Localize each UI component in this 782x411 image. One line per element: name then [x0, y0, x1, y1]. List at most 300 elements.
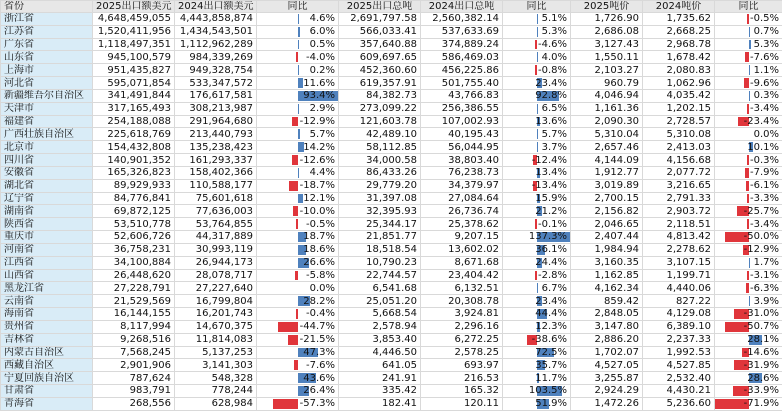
yoy-value: 0.0%: [753, 128, 779, 140]
cell-tons-yoy: [503, 192, 571, 205]
yoy-value: 15.9%: [535, 193, 567, 204]
cell-value-yoy: [257, 231, 339, 244]
cell-price-per-ton-2025: 1,984.94: [571, 243, 643, 256]
cell-tons-yoy: [503, 385, 571, 398]
yoy-value: 103.5%: [528, 385, 567, 397]
cell-export-tons-2025: 357,640.88: [339, 38, 421, 51]
cell-export-tons-2024: 9,207.15: [421, 231, 503, 244]
cell-export-value-2024: 16,799,804: [175, 295, 257, 308]
cell-export-value-2024: 5,137,253: [175, 346, 257, 359]
cell-export-value-2024: 110,588,177: [175, 179, 257, 192]
cell-export-tons-2024: 256,386.55: [421, 102, 503, 115]
cell-price-per-ton-2025: 2,657.46: [571, 141, 643, 154]
cell-province: 辽宁省: [1, 192, 93, 205]
cell-export-value-2025: 787,624: [93, 372, 175, 385]
yoy-value: 43.6%: [303, 372, 335, 384]
cell-price-per-ton-2025: 3,160.35: [571, 256, 643, 269]
cell-price-per-ton-2024: 2,903.72: [643, 205, 715, 218]
yoy-value: -5.8%: [305, 269, 335, 281]
cell-price-per-ton-2025: 4,046.94: [571, 89, 643, 102]
cell-export-tons-2025: 4,446.50: [339, 346, 421, 359]
cell-export-value-2024: 30,993,119: [175, 243, 257, 256]
cell-province: 天津市: [1, 102, 93, 115]
cell-export-tons-2025: 241.91: [339, 372, 421, 385]
cell-export-value-2024: 77,636,003: [175, 205, 257, 218]
cell-value-yoy: [257, 166, 339, 179]
yoy-value: 5.1%: [541, 13, 567, 25]
cell-value-yoy: [257, 179, 339, 192]
cell-export-tons-2025: 335.42: [339, 385, 421, 398]
yoy-value: -12.4%: [531, 154, 567, 166]
header-value-yoy: 同比: [257, 1, 339, 13]
yoy-value: 47.3%: [303, 346, 335, 358]
cell-province: 贵州省: [1, 320, 93, 333]
table-row: [1, 269, 782, 282]
cell-price-yoy: [715, 282, 782, 295]
cell-province: 上海市: [1, 64, 93, 77]
cell-price-per-ton-2024: 4,813.42: [643, 231, 715, 244]
cell-export-tons-2025: 10,790.23: [339, 256, 421, 269]
cell-price-per-ton-2024: 827.22: [643, 295, 715, 308]
cell-province: 江西省: [1, 256, 93, 269]
cell-export-tons-2025: 42,489.10: [339, 128, 421, 141]
yoy-value: -0.5%: [305, 218, 335, 230]
yoy-value: 3.7%: [541, 141, 567, 153]
cell-export-tons-2025: 566,033.41: [339, 25, 421, 38]
cell-export-tons-2024: 2,578.25: [421, 346, 503, 359]
cell-price-per-ton-2025: 3,255.87: [571, 372, 643, 385]
cell-price-yoy: [715, 102, 782, 115]
cell-export-value-2025: 254,188,088: [93, 115, 175, 128]
cell-province: 湖北省: [1, 179, 93, 192]
yoy-value: -57.3%: [299, 398, 335, 410]
cell-export-tons-2025: 84,382.73: [339, 89, 421, 102]
cell-price-yoy: [715, 256, 782, 269]
yoy-value: -31.0%: [743, 308, 779, 320]
cell-export-value-2025: 7,568,245: [93, 346, 175, 359]
cell-province: 宁夏回族自治区: [1, 372, 93, 385]
cell-export-value-2025: 16,144,155: [93, 308, 175, 321]
yoy-value: 6.0%: [309, 26, 335, 38]
cell-value-yoy: [257, 192, 339, 205]
table-row: [1, 282, 782, 295]
yoy-value: -50.7%: [743, 321, 779, 333]
cell-export-value-2024: 27,227,640: [175, 282, 257, 295]
cell-price-yoy: [715, 385, 782, 398]
cell-export-tons-2025: 31,397.08: [339, 192, 421, 205]
yoy-value: 0.0%: [309, 282, 335, 294]
cell-value-yoy: [257, 295, 339, 308]
cell-export-tons-2025: 2,691,797.58: [339, 13, 421, 26]
yoy-value: -0.8%: [537, 64, 567, 76]
table-row: [1, 102, 782, 115]
header-export-value-2025: 2025出口额美元: [93, 1, 175, 13]
cell-export-tons-2025: 58,112.85: [339, 141, 421, 154]
cell-price-yoy: [715, 333, 782, 346]
cell-tons-yoy: [503, 89, 571, 102]
cell-price-per-ton-2025: 2,924.29: [571, 385, 643, 398]
cell-price-per-ton-2024: 4,430.21: [643, 385, 715, 398]
cell-price-yoy: [715, 128, 782, 141]
cell-price-yoy: [715, 205, 782, 218]
yoy-value: 12.1%: [303, 193, 335, 204]
cell-province: 海南省: [1, 308, 93, 321]
cell-price-per-ton-2024: 1,062.96: [643, 77, 715, 90]
cell-export-value-2025: 341,491,844: [93, 89, 175, 102]
cell-value-yoy: [257, 243, 339, 256]
yoy-value: -12.6%: [299, 154, 335, 166]
table-row: [1, 295, 782, 308]
cell-export-tons-2024: 165.32: [421, 385, 503, 398]
yoy-value: 28.1%: [747, 334, 779, 346]
yoy-value: -0.5%: [749, 13, 779, 25]
yoy-value: 44.4%: [535, 308, 567, 320]
cell-export-value-2024: 26,944,173: [175, 256, 257, 269]
cell-tons-yoy: [503, 256, 571, 269]
cell-export-tons-2024: 26,736.74: [421, 205, 503, 218]
cell-price-per-ton-2024: 2,791.33: [643, 192, 715, 205]
cell-price-per-ton-2024: 4,527.85: [643, 359, 715, 372]
cell-price-yoy: [715, 346, 782, 359]
yoy-value: -0.1%: [537, 218, 567, 230]
cell-tons-yoy: [503, 154, 571, 167]
yoy-value: -6.3%: [749, 282, 779, 294]
cell-export-value-2025: 26,448,620: [93, 269, 175, 282]
cell-value-yoy: [257, 308, 339, 321]
cell-export-tons-2025: 18,518.54: [339, 243, 421, 256]
cell-tons-yoy: [503, 179, 571, 192]
cell-province: 山东省: [1, 51, 93, 64]
table-row: [1, 25, 782, 38]
yoy-value: 5.3%: [753, 39, 779, 51]
cell-export-value-2025: 36,758,231: [93, 243, 175, 256]
yoy-value: 92.8%: [535, 90, 567, 102]
cell-province: 江苏省: [1, 25, 93, 38]
yoy-value: 0.7%: [753, 26, 779, 38]
cell-tons-yoy: [503, 13, 571, 26]
table-row: [1, 320, 782, 333]
cell-price-per-ton-2024: 5,236.60: [643, 397, 715, 410]
cell-export-value-2025: 165,326,823: [93, 166, 175, 179]
cell-price-per-ton-2025: 859.42: [571, 295, 643, 308]
table-row: [1, 115, 782, 128]
table-row: [1, 218, 782, 231]
cell-export-value-2025: 2,901,906: [93, 359, 175, 372]
cell-value-yoy: [257, 256, 339, 269]
table-row: [1, 38, 782, 51]
cell-tons-yoy: [503, 372, 571, 385]
yoy-value: 24.4%: [535, 257, 567, 269]
yoy-value: -50.0%: [743, 231, 779, 243]
cell-price-yoy: [715, 308, 782, 321]
cell-export-tons-2024: 8,671.68: [421, 256, 503, 269]
cell-tons-yoy: [503, 128, 571, 141]
cell-price-per-ton-2025: 4,144.09: [571, 154, 643, 167]
cell-export-tons-2025: 609,697.65: [339, 51, 421, 64]
cell-export-value-2024: 16,201,743: [175, 308, 257, 321]
cell-price-per-ton-2024: 1,992.53: [643, 346, 715, 359]
cell-export-tons-2024: 27,084.64: [421, 192, 503, 205]
cell-export-value-2024: 14,670,375: [175, 320, 257, 333]
table-row: [1, 346, 782, 359]
cell-export-value-2025: 52,606,726: [93, 231, 175, 244]
cell-export-value-2024: 28,078,717: [175, 269, 257, 282]
table-row: [1, 231, 782, 244]
yoy-value: -0.4%: [305, 308, 335, 320]
cell-tons-yoy: [503, 359, 571, 372]
yoy-value: -44.7%: [299, 321, 335, 333]
cell-tons-yoy: [503, 269, 571, 282]
yoy-value: 1.1%: [753, 64, 779, 76]
cell-export-tons-2025: 3,853.40: [339, 333, 421, 346]
cell-value-yoy: [257, 205, 339, 218]
cell-export-value-2025: 317,165,493: [93, 102, 175, 115]
yoy-value: -9.6%: [749, 77, 779, 89]
cell-export-value-2024: 984,339,269: [175, 51, 257, 64]
table-row: [1, 333, 782, 346]
cell-export-tons-2025: 6,541.68: [339, 282, 421, 295]
yoy-value: 13.4%: [535, 167, 567, 179]
cell-price-yoy: [715, 64, 782, 77]
cell-price-per-ton-2025: 2,848.05: [571, 308, 643, 321]
cell-price-yoy: [715, 397, 782, 410]
cell-price-per-ton-2025: 3,019.89: [571, 179, 643, 192]
cell-price-per-ton-2024: 2,668.25: [643, 25, 715, 38]
cell-export-tons-2024: 76,238.73: [421, 166, 503, 179]
cell-tons-yoy: [503, 397, 571, 410]
yoy-value: 0.3%: [753, 90, 779, 102]
cell-price-per-ton-2024: 2,728.57: [643, 115, 715, 128]
table-row: [1, 256, 782, 269]
yoy-value: 4.6%: [309, 13, 335, 25]
header-export-value-2024: 2024出口额美元: [175, 1, 257, 13]
cell-price-yoy: [715, 154, 782, 167]
cell-province: 内蒙古自治区: [1, 346, 93, 359]
cell-export-tons-2024: 120.11: [421, 397, 503, 410]
yoy-value: 18.7%: [303, 231, 335, 243]
cell-province: 黑龙江省: [1, 282, 93, 295]
yoy-value: 5.7%: [309, 128, 335, 140]
cell-tons-yoy: [503, 25, 571, 38]
cell-export-tons-2024: 456,225.86: [421, 64, 503, 77]
cell-export-tons-2024: 43,766.83: [421, 89, 503, 102]
cell-value-yoy: [257, 141, 339, 154]
cell-export-value-2025: 34,100,884: [93, 256, 175, 269]
cell-price-per-ton-2025: 2,886.20: [571, 333, 643, 346]
yoy-value: -25.7%: [743, 205, 779, 217]
cell-export-value-2024: 548,328: [175, 372, 257, 385]
cell-export-tons-2024: 13,602.02: [421, 243, 503, 256]
cell-value-yoy: [257, 89, 339, 102]
yoy-value: -12.9%: [743, 244, 779, 256]
table-row: [1, 64, 782, 77]
cell-export-tons-2025: 21,851.77: [339, 231, 421, 244]
cell-tons-yoy: [503, 282, 571, 295]
cell-export-tons-2024: 537,633.69: [421, 25, 503, 38]
cell-export-value-2024: 75,601,618: [175, 192, 257, 205]
cell-export-value-2024: 3,141,303: [175, 359, 257, 372]
header-price-yoy: 同比: [715, 1, 782, 13]
table-row: [1, 179, 782, 192]
yoy-value: -14.6%: [743, 346, 779, 358]
cell-price-per-ton-2024: 3,216.65: [643, 179, 715, 192]
yoy-value: -0.3%: [749, 154, 779, 166]
cell-export-value-2024: 1,112,962,289: [175, 38, 257, 51]
cell-tons-yoy: [503, 205, 571, 218]
cell-tons-yoy: [503, 38, 571, 51]
cell-export-tons-2024: 693.97: [421, 359, 503, 372]
table-row: [1, 13, 782, 26]
yoy-value: 12.3%: [535, 321, 567, 333]
table-row: [1, 385, 782, 398]
cell-export-tons-2024: 374,889.24: [421, 38, 503, 51]
cell-export-value-2025: 27,228,791: [93, 282, 175, 295]
cell-province: 青海省: [1, 397, 93, 410]
cell-export-tons-2025: 25,344.17: [339, 218, 421, 231]
yoy-value: 23.4%: [535, 77, 567, 89]
cell-export-value-2024: 949,328,754: [175, 64, 257, 77]
yoy-value: -7.6%: [749, 51, 779, 63]
yoy-value: 6.7%: [541, 282, 567, 294]
cell-export-value-2025: 84,776,841: [93, 192, 175, 205]
yoy-value: -4.6%: [537, 39, 567, 51]
yoy-value: 21.2%: [535, 205, 567, 217]
table-row: [1, 243, 782, 256]
cell-value-yoy: [257, 115, 339, 128]
cell-export-tons-2024: 2,296.16: [421, 320, 503, 333]
table-row: [1, 77, 782, 90]
header-row: [1, 1, 782, 13]
cell-tons-yoy: [503, 231, 571, 244]
yoy-value: 13.6%: [535, 116, 567, 128]
cell-export-value-2024: 291,964,680: [175, 115, 257, 128]
cell-province: 甘肃省: [1, 385, 93, 398]
cell-export-value-2024: 158,402,366: [175, 166, 257, 179]
cell-export-value-2024: 53,764,855: [175, 218, 257, 231]
cell-tons-yoy: [503, 166, 571, 179]
table-row: [1, 359, 782, 372]
cell-export-value-2025: 21,529,569: [93, 295, 175, 308]
cell-export-tons-2025: 121,603.78: [339, 115, 421, 128]
cell-tons-yoy: [503, 308, 571, 321]
cell-export-value-2024: 628,984: [175, 397, 257, 410]
cell-price-per-ton-2024: 4,129.08: [643, 308, 715, 321]
cell-price-per-ton-2024: 2,413.03: [643, 141, 715, 154]
cell-province: 福建省: [1, 115, 93, 128]
yoy-value: -71.9%: [743, 398, 779, 410]
cell-export-value-2025: 8,117,994: [93, 320, 175, 333]
cell-province: 陕西省: [1, 218, 93, 231]
cell-price-yoy: [715, 359, 782, 372]
cell-export-value-2025: 225,618,769: [93, 128, 175, 141]
cell-export-value-2025: 945,100,579: [93, 51, 175, 64]
cell-export-value-2025: 1,118,497,351: [93, 38, 175, 51]
cell-export-tons-2025: 273,099.22: [339, 102, 421, 115]
cell-value-yoy: [257, 13, 339, 26]
cell-export-value-2024: 176,617,581: [175, 89, 257, 102]
cell-value-yoy: [257, 359, 339, 372]
yoy-value: 1.7%: [753, 257, 779, 269]
cell-export-value-2024: 161,293,337: [175, 154, 257, 167]
cell-price-yoy: [715, 166, 782, 179]
cell-tons-yoy: [503, 295, 571, 308]
yoy-value: 26.4%: [303, 385, 335, 397]
yoy-value: 11.7%: [535, 372, 567, 384]
cell-value-yoy: [257, 38, 339, 51]
cell-province: 吉林省: [1, 333, 93, 346]
cell-export-tons-2025: 22,744.57: [339, 269, 421, 282]
cell-export-tons-2025: 25,051.20: [339, 295, 421, 308]
table-row: [1, 308, 782, 321]
cell-price-per-ton-2025: 1,162.85: [571, 269, 643, 282]
cell-price-per-ton-2025: 2,046.65: [571, 218, 643, 231]
yoy-value: -3.4%: [749, 103, 779, 115]
cell-export-tons-2025: 86,433.26: [339, 166, 421, 179]
yoy-value: -23.4%: [743, 116, 779, 128]
cell-export-tons-2024: 23,404.42: [421, 269, 503, 282]
yoy-value: 35.7%: [535, 359, 567, 371]
cell-export-tons-2024: 501,755.40: [421, 77, 503, 90]
yoy-value: 10.1%: [747, 141, 779, 153]
cell-value-yoy: [257, 154, 339, 167]
cell-price-per-ton-2024: 1,678.42: [643, 51, 715, 64]
table-row: [1, 372, 782, 385]
cell-value-yoy: [257, 102, 339, 115]
cell-province: 重庆市: [1, 231, 93, 244]
cell-price-per-ton-2025: 2,700.15: [571, 192, 643, 205]
cell-export-tons-2025: 2,578.94: [339, 320, 421, 333]
yoy-value: 36.1%: [535, 244, 567, 256]
cell-price-yoy: [715, 51, 782, 64]
table-row: [1, 192, 782, 205]
yoy-value: -4.0%: [305, 51, 335, 63]
yoy-value: 28.2%: [303, 295, 335, 307]
cell-export-tons-2024: 6,132.51: [421, 282, 503, 295]
cell-price-per-ton-2025: 2,103.27: [571, 64, 643, 77]
cell-price-per-ton-2025: 5,310.04: [571, 128, 643, 141]
cell-price-per-ton-2025: 2,156.82: [571, 205, 643, 218]
yoy-value: 28.6%: [747, 372, 779, 384]
cell-price-per-ton-2025: 1,161.36: [571, 102, 643, 115]
yoy-value: 18.6%: [303, 244, 335, 256]
yoy-value: 72.5%: [535, 346, 567, 358]
cell-export-value-2025: 154,432,808: [93, 141, 175, 154]
cell-price-per-ton-2024: 2,080.83: [643, 64, 715, 77]
table-row: [1, 166, 782, 179]
cell-price-per-ton-2024: 6,389.10: [643, 320, 715, 333]
cell-value-yoy: [257, 333, 339, 346]
yoy-value: 137.3%: [528, 231, 567, 243]
cell-price-per-ton-2024: 2,077.72: [643, 166, 715, 179]
table-row: [1, 89, 782, 102]
cell-price-per-ton-2025: 960.79: [571, 77, 643, 90]
cell-export-tons-2024: 38,803.40: [421, 154, 503, 167]
cell-price-per-ton-2024: 2,278.62: [643, 243, 715, 256]
cell-value-yoy: [257, 25, 339, 38]
cell-province: 安徽省: [1, 166, 93, 179]
yoy-value: 5.3%: [541, 26, 567, 38]
cell-province: 山西省: [1, 269, 93, 282]
cell-province: 广东省: [1, 38, 93, 51]
cell-price-per-ton-2025: 1,550.11: [571, 51, 643, 64]
cell-tons-yoy: [503, 115, 571, 128]
cell-price-per-ton-2024: 2,118.51: [643, 218, 715, 231]
cell-price-per-ton-2025: 2,686.08: [571, 25, 643, 38]
cell-export-tons-2024: 586,469.03: [421, 51, 503, 64]
yoy-value: 2.9%: [309, 103, 335, 115]
cell-value-yoy: [257, 372, 339, 385]
cell-export-tons-2025: 5,668.54: [339, 308, 421, 321]
